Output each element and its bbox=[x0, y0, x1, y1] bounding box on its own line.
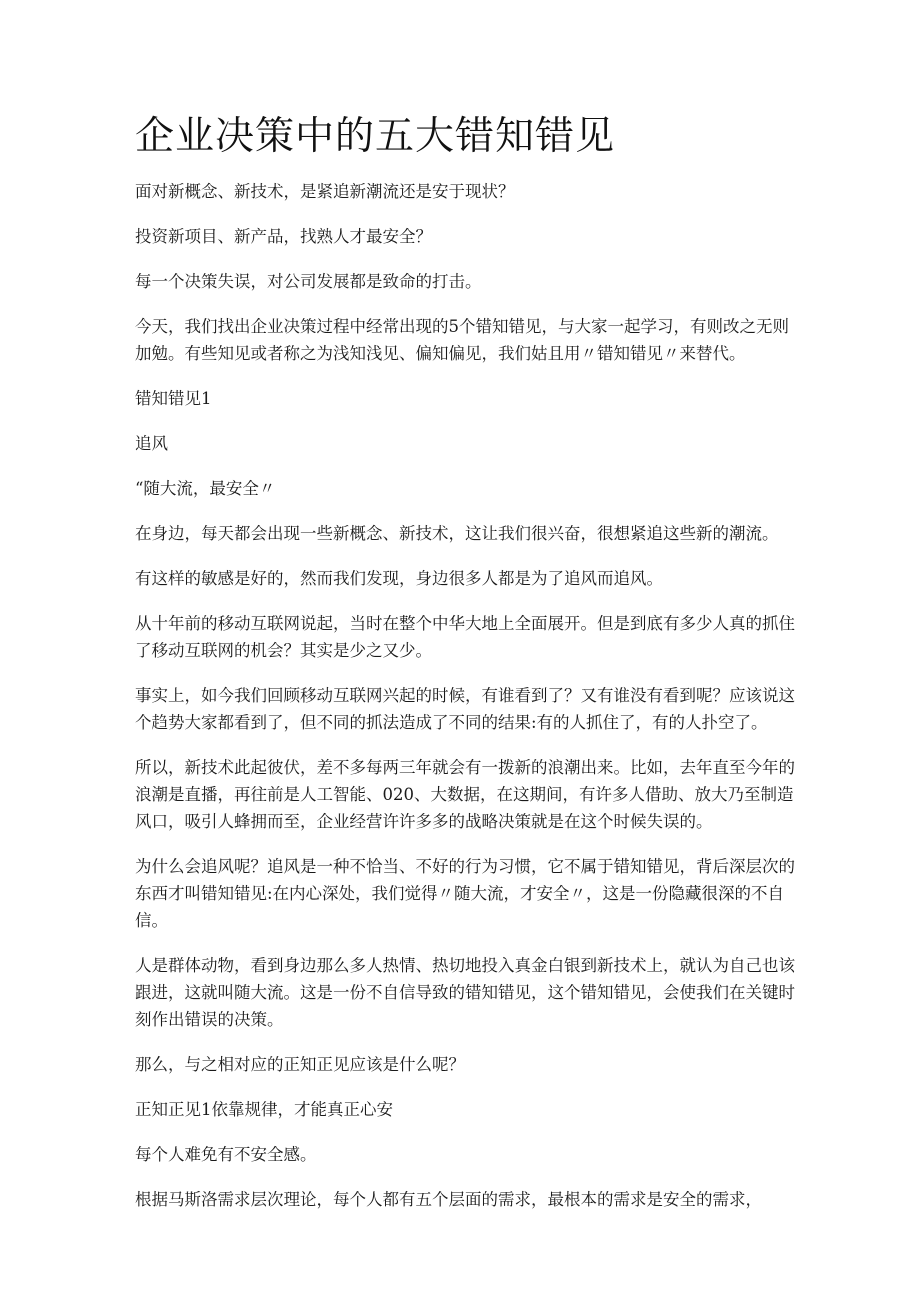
document-body bbox=[135, 178, 797, 1231]
paragraph: 有这样的敏感是好的，然而我们发现，身边很多人都是为了追风而追风。 bbox=[135, 569, 663, 588]
paragraph: 在身边，每天都会出现一些新概念、新技术，这让我们很兴奋，很想紧追这些新的潮流。 bbox=[135, 524, 779, 543]
paragraph: 根据马斯洛需求层次理论，每个人都有五个层面的需求，最根本的需求是安全的需求， bbox=[135, 1190, 762, 1209]
paragraph: 投资新项目、新产品，找熟人才最安全？ bbox=[135, 227, 432, 246]
section-subheading: 追风 bbox=[135, 434, 168, 453]
paragraph: 每一个决策失误，对公司发展都是致命的打击。 bbox=[135, 272, 482, 291]
paragraph: 每个人难免有不安全感。 bbox=[135, 1145, 317, 1164]
section-quote: “随大流，最安全〃 bbox=[135, 479, 276, 498]
paragraph: 面对新概念、新技术，是紧追新潮流还是安于现状？ bbox=[135, 182, 515, 201]
section-heading: 正知正见1依靠规律，才能真正心安 bbox=[135, 1100, 393, 1119]
paragraph: 今天，我们找出企业决策过程中经常出现的5个错知错见，与大家一起学习，有则改之无则加勉。有些知见或者称之为浅知浅见、偏知偏见，我们姑且用〃错知错见〃来替代。 bbox=[135, 317, 789, 363]
paragraph: 所以，新技术此起彼伏，差不多每两三年就会有一拨新的浪潮出来。比如，去年直至今年的浪潮是直播，再往前是人工智能、020、大数据，在这期间，有许多人借助、放大乃至制造风口，吸引人蜂拥而至，企业经营许许多多的战略决策就是在这个时候失误的。 bbox=[135, 758, 795, 831]
paragraph: 人是群体动物，看到身边那么多人热情、热切地投入真金白银到新技术上，就认为自己也该跟进，这就叫随大流。这是一份不自信导致的错知错见，这个错知错见，会使我们在关键时刻作出错误的决策。 bbox=[135, 956, 795, 1029]
paragraph: 那么，与之相对应的正知正见应该是什么呢？ bbox=[135, 1055, 465, 1074]
section-heading: 错知错见1 bbox=[135, 389, 212, 408]
page-title: 企业决策中的五大错知错见 bbox=[135, 114, 616, 159]
paragraph: 从十年前的移动互联网说起，当时在整个中华大地上全面展开。但是到底有多少人真的抓住了移动互联网的机会？其实是少之又少。 bbox=[135, 614, 795, 660]
paragraph: 事实上，如今我们回顾移动互联网兴起的时候，有谁看到了？又有谁没有看到呢？应该说这个趋势大家都看到了，但不同的抓法造成了不同的结果:有的人抓住了，有的人扑空了。 bbox=[135, 686, 795, 732]
paragraph: 为什么会追风呢？追风是一种不恰当、不好的行为习惯，它不属于错知错见，背后深层次的东西才叫错知错见:在内心深处，我们觉得〃随大流，才安全〃，这是一份隐藏很深的不自信。 bbox=[135, 857, 795, 930]
